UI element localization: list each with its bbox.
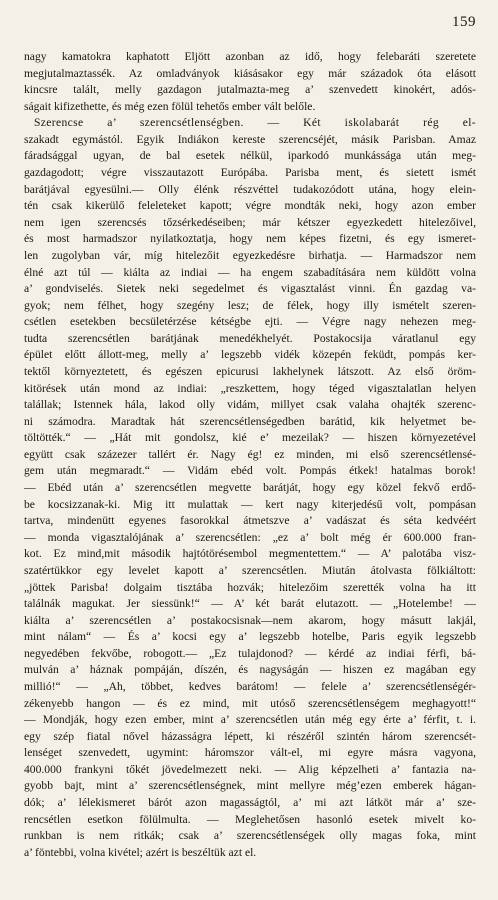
text-line: 400.000 frankyni tőkét jövedelmezett neki. — Alig képzelheti a’ fantazia na-: [24, 762, 476, 776]
text-line: tartva, mindenütt egyenes fasorokkal átmetszve a’ vadászat és séta kedvéért: [24, 514, 476, 528]
text-line: „jöttek Parisba! dolgaim tisztába hozvák; hitelezőim szerették volna ha itt: [24, 580, 476, 594]
text-line: runkban is nem ritkák; csak a’ szerencsétlenségek olly magas foka, mint: [24, 829, 476, 843]
text-line: be kocsizzanak-ki. Mig itt mulattak — kert nagy kiterjedésű volt, pompásan: [24, 497, 476, 511]
text-line: fáradsággal ugyan, de bal esetek nélkül, iparkodó munkássága után meg-: [24, 149, 476, 163]
text-line: negyedében fekvőbe, robogott.— „Ez tulajdonod? — kérdé az indiai férfi, bá-: [24, 646, 476, 660]
text-line: csétlen esetekben becsületérzése kétségbe ejti. — Végre nagy nehezen meg-: [24, 315, 476, 329]
text-line: dók; a’ lélekismeret bárót azon magasságtól, a’ mi azt látköt már a’ sze-: [24, 796, 476, 810]
text-line: kot. Ez mind,mit második hajtótörésembol megmentettem.“ — A’ palotába visz-: [24, 547, 476, 561]
text-line: gyobb bajt, mint a’ szerencsétlenségnek, mint mellyre még’ezen emberek hágan-: [24, 779, 476, 793]
text-line: élné azt túl — kiálta az indiai — ha engem szabadítására nem küldött volna: [24, 265, 476, 279]
text-line: tektől környeztetett, és egészen epicurusi lakhelynek látszott. Az első öröm-: [24, 364, 476, 378]
text-line: szatértükkor egy levelet kapott a’ szerencsétlen. Miután átolvasta fölkiáltott:: [24, 563, 476, 577]
text-line: mint nálam“ — És a’ kocsi egy a’ legszebb hotelbe, Paris egyik legszebb: [24, 630, 476, 644]
text-line: millió!“ — „Ah, többet, kedves barátom! — felele a’ szerencsétlenségér-: [24, 679, 476, 693]
text-line: szakadt egymástól. Egyik Indiákon kereste szerencséjét, másik Parisban. Amaz: [24, 132, 476, 146]
text-line: megjutalmaztassék. Az omladványok kiásásakor egy már századok óta elásott: [24, 66, 476, 80]
text-line: Szerencse a’ szerencsétlenségben. — Két iskolabarát rég el-: [34, 116, 476, 130]
text-line: — monda vigasztalójának a’ szerencsétlen: „ez a’ bolt még ér 600.000 fran-: [24, 530, 476, 544]
text-line: nagy kamatokra kaphatott Eljött azonban az idő, hogy felebaráti szeretete: [24, 50, 476, 63]
text-line: zékenyebb hangon — és ez mind, mit utóső szerencsétlenségem meghagyott!“: [24, 696, 476, 710]
body-text: [24, 49, 476, 861]
text-line: kiálta a’ szerencsétlen a’ postakocsisnak—nem akarom, hogy másutt lakjál,: [24, 613, 476, 627]
text-line: épület előtt állott-meg, melly a’ legszebb vidék közepén feküdt, pompás ker-: [24, 348, 476, 362]
text-line: kincsre talált, melly gazdagon jutalmazta-meg a’ szenvedett kinokért, adós-: [24, 83, 476, 97]
text-line: lenséget szenvedett, ugymint: háromszor vált-el, mi egyre másra vagyona,: [24, 746, 476, 760]
text-line: találnák magukat. Jer siessünk!“ — A’ két barát elutazott. — „Hotelembe! —: [24, 597, 476, 611]
text-line: ni számodra. Maradtak hát szerencsétlenségedben barátid, kik helyetmet be-: [24, 414, 476, 428]
text-line: barátjával egyesülni.— Olly élénk részvéttel tudakozódott utána, hogy elein-: [24, 182, 476, 196]
text-line: ságait kifizethette, és még ezen fölül tehetős ember vált belőle.: [24, 99, 316, 113]
text-line: együtt csak százezer tallért ér. Nagy ég! ez minden, mi első szerencsétlensé-: [24, 447, 476, 461]
text-line: töltötték.“ — „Hát mit gondolsz, kié e’ mezeilak? — hiszen környezetével: [24, 431, 476, 445]
text-line: — Mondják, hogy ezen ember, mint a’ szerencsétlen után még egy érte a’ férfit, t. i.: [24, 713, 476, 727]
text-line: kitörések után mond az indiai: „reszkettem, hogy téged vigasztalatlan helyen: [24, 381, 476, 395]
text-line: és most harmadszor nyilatkoztatja, hogy nem képes fizetni, és egy ismeret-: [24, 232, 476, 246]
text-line: egy szép fiatal nővel házasságra lépett, ki részéről szintén három szerencsét-: [24, 729, 476, 743]
text-line: talállak; Istennek hála, lakod olly vidám, millyet csak valaha ohajték szerenc-: [24, 398, 476, 412]
text-line: a’ föntebbi, volna kivétel; azért is beszéltük azt el.: [24, 845, 257, 859]
text-line: tén csak kikerülő feleleteket kapott; végre mondták neki, hogy azon ember: [24, 199, 476, 213]
text-line: nem igen szerencsés tőzsérkedéseiben; már kétszer egyezkedett hitelezőivel,: [24, 215, 476, 229]
text-line: gazdagodott; végre visszautazott Európába. Parisba ment, és sietett ismét: [24, 166, 476, 180]
page-number: 159: [452, 14, 476, 30]
text-line: mulván a’ háznak pompáján, díszén, és nagyságán — hiszen ez magában egy: [24, 663, 476, 677]
text-line: a’ gondviselés. Sietek neki segedelmet és vigasztalást vinni. Én gazdag va-: [24, 282, 476, 296]
text-line: tudta szerencsétlen barátjának menedékhelyét. Postakocsija váratlanul egy: [24, 331, 476, 345]
text-line: len zugolyban vár, míg hitelezőit egyezkedésre birhatja. — Harmadszor nem: [24, 248, 476, 262]
text-line: gyok; nem félhet, hogy szegény lesz; de félek, hogy illy ismételt szeren-: [24, 298, 476, 312]
text-line: gem után megmaradt.“ — Vidám ebéd volt. Pompás étkek! hatalmas borok!: [24, 464, 476, 478]
text-line: — Ebéd után a’ szerencsétlen megvette barátját, hogy egy közel fekvő erdő-: [24, 481, 476, 495]
text-line: rencsétlen esetkon fölülmulta. — Meglehetősen hasonló esetek mivelt ko-: [24, 812, 476, 826]
